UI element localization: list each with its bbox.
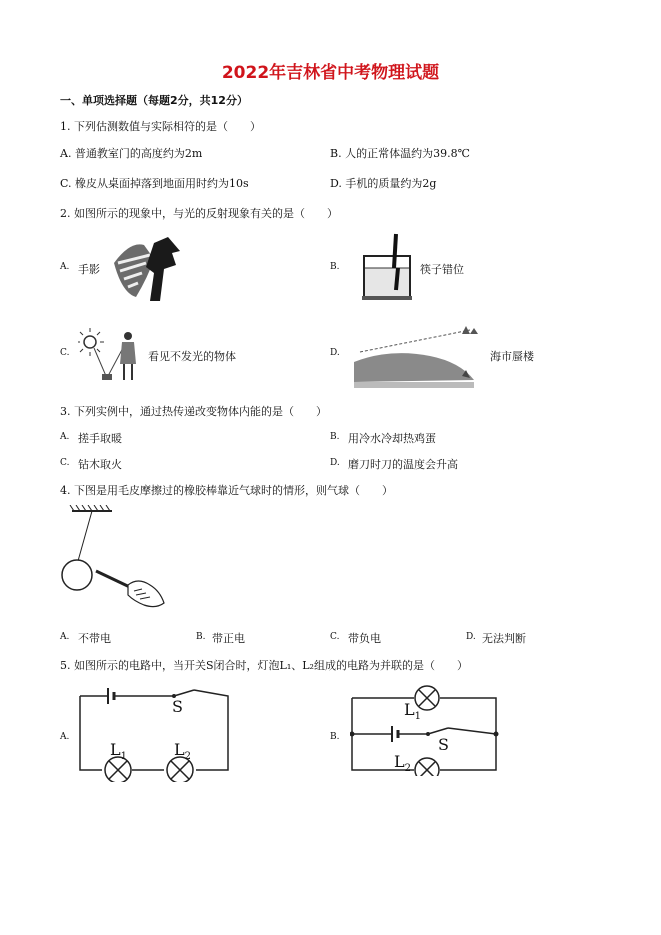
question-4-option-c-letter: C.	[330, 632, 340, 642]
question-4-option-b-text: 带正电	[212, 632, 245, 645]
question-5-option-b-letter: B.	[330, 732, 340, 742]
question-2-option-b-letter: B.	[330, 262, 340, 272]
question-4-option-b-letter: B.	[196, 632, 206, 642]
question-2-option-d-letter: D.	[330, 348, 340, 358]
parallel-circuit-diagram	[350, 684, 500, 776]
question-1-stem: 1. 下列估测数值与实际相符的是（ ）	[60, 120, 261, 133]
question-2-option-c-text: 看见不发光的物体	[148, 350, 236, 363]
lamp-l1-label-b: $L_1$	[404, 700, 421, 723]
question-2-option-a-text: 手影	[78, 263, 100, 276]
question-3-option-a-letter: A.	[60, 432, 70, 442]
section-heading: 一、单项选择题（每题2分，共12分）	[60, 94, 248, 107]
question-4-option-c-text: 带负电	[348, 632, 381, 645]
lamp-l2-label-a: $L_2$	[174, 740, 191, 763]
question-4-option-d-text: 无法判断	[482, 632, 526, 645]
question-3-option-c-text: 钻木取火	[78, 458, 122, 471]
question-3-option-d-text: 磨刀时刀的温度会升高	[348, 458, 458, 471]
lamp-l2-label-b: $L_2$	[394, 752, 411, 775]
lamp-l1-label-a: $L_1$	[110, 740, 127, 763]
hand-shadow-image	[110, 233, 195, 305]
page-title: 2022年吉林省中考物理试题	[221, 63, 440, 83]
question-3-option-a-text: 搓手取暖	[78, 432, 122, 445]
question-3-stem: 3. 下列实例中，通过热传递改变物体内能的是（ ）	[60, 405, 327, 418]
question-3-option-d-letter: D.	[330, 458, 340, 468]
question-4-option-a-text: 不带电	[78, 632, 111, 645]
question-2-option-a-letter: A.	[60, 262, 70, 272]
balloon-and-rod-figure	[56, 505, 168, 615]
question-3-option-b-text: 用冷水冷却热鸡蛋	[348, 432, 436, 445]
question-1-option-a: A. 普通教室门的高度约为2m	[60, 147, 203, 160]
question-1-option-c: C. 橡皮从桌面掉落到地面用时约为10s	[60, 177, 249, 190]
question-3-option-b-letter: B.	[330, 432, 340, 442]
question-4-option-a-letter: A.	[60, 632, 70, 642]
switch-label-a: S	[172, 697, 183, 716]
question-4-stem: 4. 下图是用毛皮摩擦过的橡胶棒靠近气球时的情形，则气球（ ）	[60, 484, 393, 497]
question-1-option-b: B. 人的正常体温约为39.8℃	[330, 147, 470, 160]
question-5-option-a-letter: A.	[60, 732, 70, 742]
question-5-stem: 5. 如图所示的电路中，当开关S闭合时，灯泡L₁、L₂组成的电路为并联的是（ ）	[60, 659, 468, 672]
seeing-nonluminous-object-image	[78, 328, 148, 386]
question-4-option-d-letter: D.	[466, 632, 476, 642]
question-2-option-c-letter: C.	[60, 348, 70, 358]
mirage-image	[350, 322, 480, 390]
series-circuit-diagram	[78, 682, 230, 782]
question-1-option-d: D. 手机的质量约为2g	[330, 177, 437, 190]
question-3-option-c-letter: C.	[60, 458, 70, 468]
question-2-stem: 2. 如图所示的现象中，与光的反射现象有关的是（ ）	[60, 207, 338, 220]
chopstick-in-water-image	[360, 232, 415, 302]
switch-label-b: S	[438, 735, 449, 754]
question-2-option-b-text: 筷子错位	[420, 263, 464, 276]
question-2-option-d-text: 海市蜃楼	[490, 350, 534, 363]
